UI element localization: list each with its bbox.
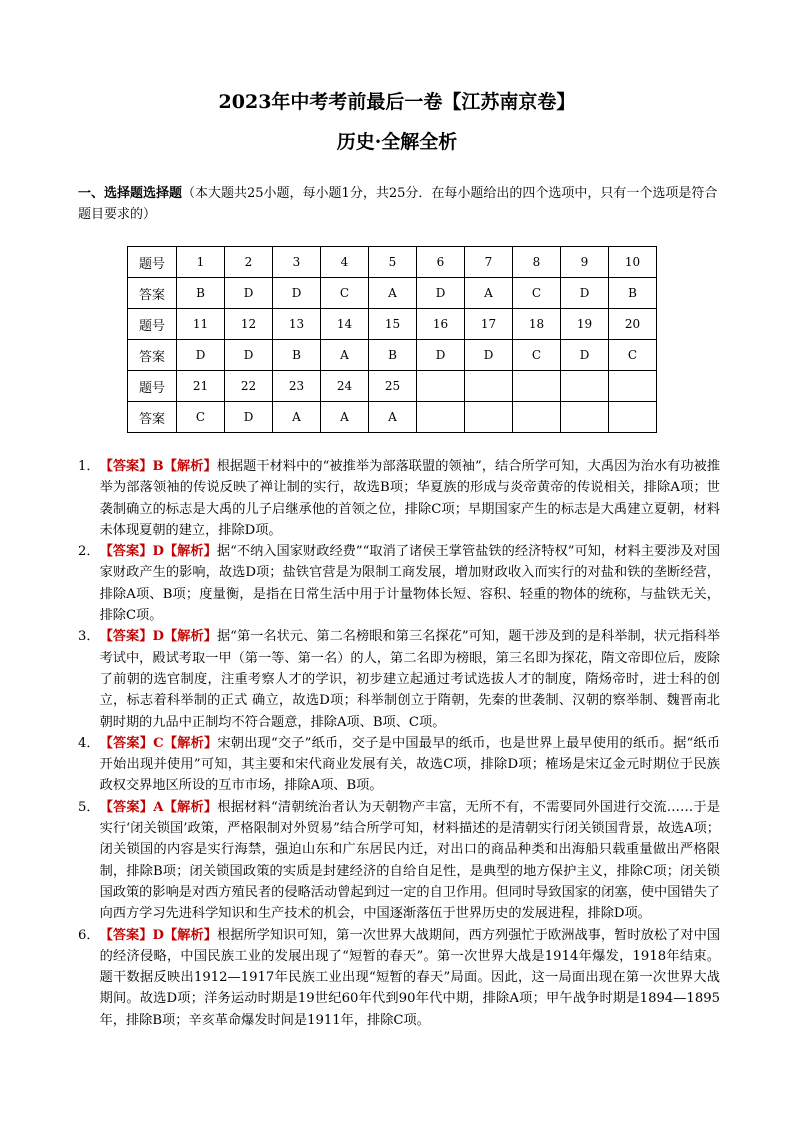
table-cell: 15	[369, 309, 417, 340]
page-title: 2023年中考考前最后一卷【江苏南京卷】	[218, 91, 576, 113]
table-cell: 18	[513, 309, 561, 340]
section-intro	[78, 183, 728, 225]
table-cell: D	[177, 340, 225, 371]
item-number: 1．	[78, 459, 100, 474]
answer-tag: 【答案】	[99, 459, 153, 474]
item-text: 根据所学知识可知，第一次世界大战期间，西方列强忙于欧洲战事，暂时放松了对中国的经济侵略，中国民族工业的发展出现了“短暂的春天”。第一次世界大战是1914年爆发，1918年结束。题干数据反映出1912—1917年民族工业出现“短暂的春天”局面。因此，这一局面出现在第一次世界大战期间。故选D项；洋务运动时期是19世纪60年代到90年代中期，排除A项；甲午战争时期是1894—1895年，排除B项；辛亥革命爆发时间是1911年，排除C项。	[99, 927, 721, 1028]
table-cell: D	[273, 278, 321, 309]
table-cell: D	[561, 340, 609, 371]
table-cell: C	[177, 402, 225, 433]
table-cell: C	[513, 278, 561, 309]
table-row-header: 答案	[128, 278, 177, 309]
answer-letter: B	[152, 459, 164, 474]
table-cell	[609, 402, 657, 433]
table-row-header: 题号	[128, 371, 177, 402]
table-cell: 5	[369, 247, 417, 278]
table-row	[128, 247, 657, 278]
analysis-tag: 【解析】	[163, 799, 218, 815]
table-cell: 17	[465, 309, 513, 340]
section-heading: 一、选择题选择题	[78, 186, 183, 201]
table-cell: C	[513, 340, 561, 371]
table-cell: 10	[609, 247, 657, 278]
table-cell	[417, 371, 465, 402]
list-item	[78, 541, 720, 626]
item-text: 宋朝出现“交子”纸币，交子是中国最早的纸币，也是世界上最早使用的纸币。据“纸币开始出现并使用”可知，其主要和宋代商业发展有关，故选C项，排除D项；榷场是宋辽金元时期位于民族政权交界地区所设的互市市场，排除A项、B项。	[99, 735, 721, 794]
table-row-header: 答案	[128, 340, 177, 371]
table-cell: C	[609, 340, 657, 371]
answer-tag: 【答案】	[99, 927, 153, 943]
table-cell	[609, 371, 657, 402]
table-cell: 12	[225, 309, 273, 340]
item-body	[100, 797, 720, 925]
table-cell: A	[369, 402, 417, 433]
answer-table	[127, 246, 657, 433]
item-body	[100, 733, 720, 797]
table-row	[128, 340, 657, 371]
table-row-header: 题号	[128, 309, 177, 340]
table-cell: D	[465, 340, 513, 371]
table-cell: 4	[321, 247, 369, 278]
table-cell	[417, 402, 465, 433]
answer-letter: D	[152, 927, 164, 943]
table-cell	[561, 402, 609, 433]
table-cell: B	[369, 340, 417, 371]
table-cell: 8	[513, 247, 561, 278]
table-row	[128, 278, 657, 309]
table-cell	[513, 371, 561, 402]
item-text: 据“第一名状元、第二名榜眼和第三名探花”可知，题干涉及到的是科举制，状元指科举考试中，殿试考取一甲（第一等、第一名）的人，第二名即为榜眼，第三名即为探花，隋文帝即位后，废除了前朝的选官制度，注重考察人才的学识，初步建立起通过考试选拔人才的制度，隋炀帝时，进士科的创立，标志着科举制的正式 确立，故选D项；科举制创立于隋朝，先秦的世袭制、汉朝的察举制、魏晋南北朝时期的九品中正制均不符合题意，排除A项、B项、C项。	[99, 629, 721, 730]
analysis-tag: 【解析】	[163, 544, 217, 560]
table-cell: B	[177, 278, 225, 309]
table-cell: D	[225, 278, 273, 309]
item-body	[100, 925, 720, 1031]
table-cell: 13	[273, 309, 321, 340]
item-text: 根据题干材料中的“被推举为部落联盟的领袖”，结合所学可知，大禹因为治水有功被推举为部落领袖的传说反映了禅让制的实行，故选B项；华夏族的形成与炎帝黄帝的传说相关，排除A项；世袭制确立的标志是大禹的儿子启继承他的首领之位，排除C项；早期国家产生的标志是大禹建立夏朝，材料未体现夏朝的建立，排除D项。	[99, 459, 721, 538]
answer-letter: D	[152, 629, 164, 645]
table-cell: 24	[321, 371, 369, 402]
table-row-header: 答案	[128, 402, 177, 433]
list-item	[78, 626, 720, 732]
table-cell: 20	[609, 309, 657, 340]
item-number: 4．	[78, 735, 100, 751]
answer-letter: C	[153, 735, 164, 751]
table-cell: A	[273, 402, 321, 433]
table-cell: D	[225, 402, 273, 433]
list-item	[78, 456, 720, 541]
answer-tag: 【答案】	[99, 735, 154, 751]
table-cell: A	[321, 340, 369, 371]
table-cell: 1	[177, 247, 225, 278]
analysis-tag: 【解析】	[163, 459, 217, 474]
answer-tag: 【答案】	[99, 799, 154, 815]
table-cell: 14	[321, 309, 369, 340]
table-cell: 2	[225, 247, 273, 278]
table-cell: 3	[273, 247, 321, 278]
table-cell: 25	[369, 371, 417, 402]
item-text: 根据材料“清朝统治者认为天朝物产丰富，无所不有，不需要同外国进行交流……于是实行‘闭关锁国’政策，严格限制对外贸易”结合所学可知，材料描述的是清朝实行闭关锁国背景，故选A项；闭关锁国的内容是实行海禁，强迫山东和广东居民内迁，对出口的商品种类和出海船只载重量做出严格限制，排除B项；闭关锁国政策的实质是封建经济的自给自足性，是典型的地方保护主义，排除C项；闭关锁国政策的影响是对西方殖民者的侵略活动曾起到过一定的自卫作用。但同时导致国家的闭塞，使中国错失了向西方学习先进科学知识和生产技术的机会，中国逐渐落伍于世界历史的发展进程，排除D项。	[99, 799, 721, 922]
table-cell	[465, 371, 513, 402]
item-body	[100, 456, 720, 541]
table-cell	[561, 371, 609, 402]
table-cell: D	[417, 340, 465, 371]
item-text: 据“不纳入国家财政经费”“取消了诸侯王掌管盐铁的经济特权”可知，材料主要涉及对国家财政产生的影响，故选D项；盐铁官营是为限制工商发展，增加财政收入而实行的对盐和铁的垄断经营，排除A项、B项；度量衡，是指在日常生活中用于计量物体长短、容积、轻重的物体的统称，与盐铁无关，排除C项。	[99, 544, 721, 624]
answer-letter: A	[153, 799, 164, 815]
page-subtitle: 历史·全解全析	[336, 131, 458, 153]
table-cell: 19	[561, 309, 609, 340]
list-item	[78, 797, 720, 925]
table-cell: 9	[561, 247, 609, 278]
table-cell: D	[417, 278, 465, 309]
table-cell: 16	[417, 309, 465, 340]
table-cell: 6	[417, 247, 465, 278]
table-cell: B	[609, 278, 657, 309]
table-cell: A	[369, 278, 417, 309]
table-cell: D	[225, 340, 273, 371]
item-body	[100, 541, 720, 626]
item-number: 5．	[78, 799, 100, 815]
item-number: 6．	[78, 927, 100, 943]
table-row	[128, 309, 657, 340]
analysis-tag: 【解析】	[163, 735, 218, 751]
table-cell: 7	[465, 247, 513, 278]
table-cell: D	[561, 278, 609, 309]
table-cell: 23	[273, 371, 321, 402]
answer-explanations	[78, 456, 720, 1031]
analysis-tag: 【解析】	[163, 629, 217, 645]
item-number: 3．	[78, 629, 100, 645]
analysis-tag: 【解析】	[163, 927, 217, 943]
answer-tag: 【答案】	[99, 544, 153, 560]
table-cell: 22	[225, 371, 273, 402]
table-cell: A	[321, 402, 369, 433]
table-cell: A	[465, 278, 513, 309]
table-row-header: 题号	[128, 247, 177, 278]
table-cell	[465, 402, 513, 433]
table-cell	[513, 402, 561, 433]
table-cell: C	[321, 278, 369, 309]
answer-tag: 【答案】	[99, 629, 153, 645]
section-description: （本大题共25小题，每小题1分，共25分．在每小题给出的四个选项中，只有一个选项是符合题目要求的）	[78, 186, 718, 222]
item-body	[100, 626, 720, 732]
list-item	[78, 733, 720, 797]
table-row	[128, 371, 657, 402]
answer-letter: D	[152, 544, 164, 560]
list-item	[78, 925, 720, 1031]
item-number: 2．	[78, 544, 100, 560]
table-cell: B	[273, 340, 321, 371]
table-cell: 21	[177, 371, 225, 402]
table-cell: 11	[177, 309, 225, 340]
table-row	[128, 402, 657, 433]
